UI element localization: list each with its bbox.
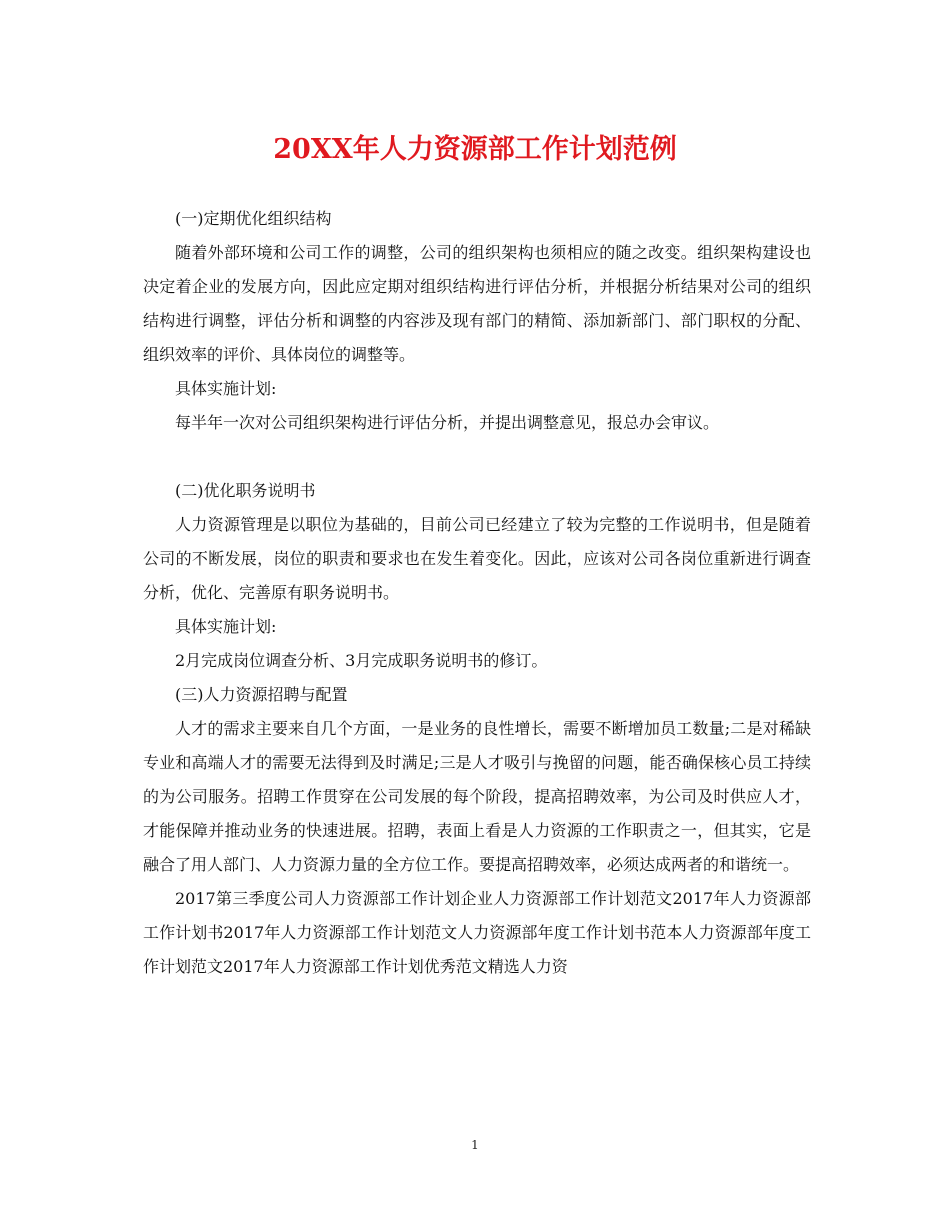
section-1-plan-label: 具体实施计划: [175, 379, 277, 398]
section-1-plan: 每半年一次对公司组织架构进行评估分析，并提出调整意见，报总办会审议。 [175, 413, 720, 432]
section-1-heading: (一)定期优化组织结构 [175, 209, 332, 228]
document-body [143, 202, 811, 984]
section-spacer [143, 440, 811, 474]
section-1-body: 随着外部环境和公司工作的调整，公司的组织架构也须相应的随之改变。组织架构建设也决定着企业的发展方向，因此应定期对组织结构进行评估分析，并根据分析结果对公司的组织结构进行调整，评估分析和调整的内容涉及现有部门的精简、添加新部门、部门职权的分配、组织效率的评价、具体岗位的调整等。 [143, 243, 811, 364]
document-title: 20XX年人力资源部工作计划范例 [273, 134, 677, 165]
section-2-body: 人力资源管理是以职位为基础的，目前公司已经建立了较为完整的工作说明书，但是随着公司的不断发展，岗位的职责和要求也在发生着变化。因此，应该对公司各岗位重新进行调查分析，优化、完善原有职务说明书。 [143, 515, 811, 602]
section-2-plan-label: 具体实施计划: [175, 617, 277, 636]
section-2-heading: (二)优化职务说明书 [175, 481, 316, 500]
section-3-body: 人才的需求主要来自几个方面，一是业务的良性增长，需要不断增加员工数量;二是对稀缺专业和高端人才的需要无法得到及时满足;三是人才吸引与挽留的问题，能否确保核心员工持续的为公司服务。招聘工作贯穿在公司发展的每个阶段，提高招聘效率，为公司及时供应人才，才能保障并推动业务的快速进展。招聘，表面上看是人力资源的工作职责之一，但其实，它是融合了用人部门、人力资源力量的全方位工作。要提高招聘效率，必须达成两者的和谐统一。 [143, 719, 811, 874]
page-number: 1 [471, 1138, 479, 1152]
section-3-heading: (三)人力资源招聘与配置 [175, 685, 348, 704]
section-2-plan: 2月完成岗位调查分析、3月完成职务说明书的修订。 [175, 651, 548, 670]
related-links-text: 2017第三季度公司人力资源部工作计划企业人力资源部工作计划范文2017年人力资源部工作计划书2017年人力资源部工作计划范文人力资源部年度工作计划书范本人力资源部年度工作计划范文2017年人力资源部工作计划优秀范文精选人力资 [143, 889, 811, 976]
